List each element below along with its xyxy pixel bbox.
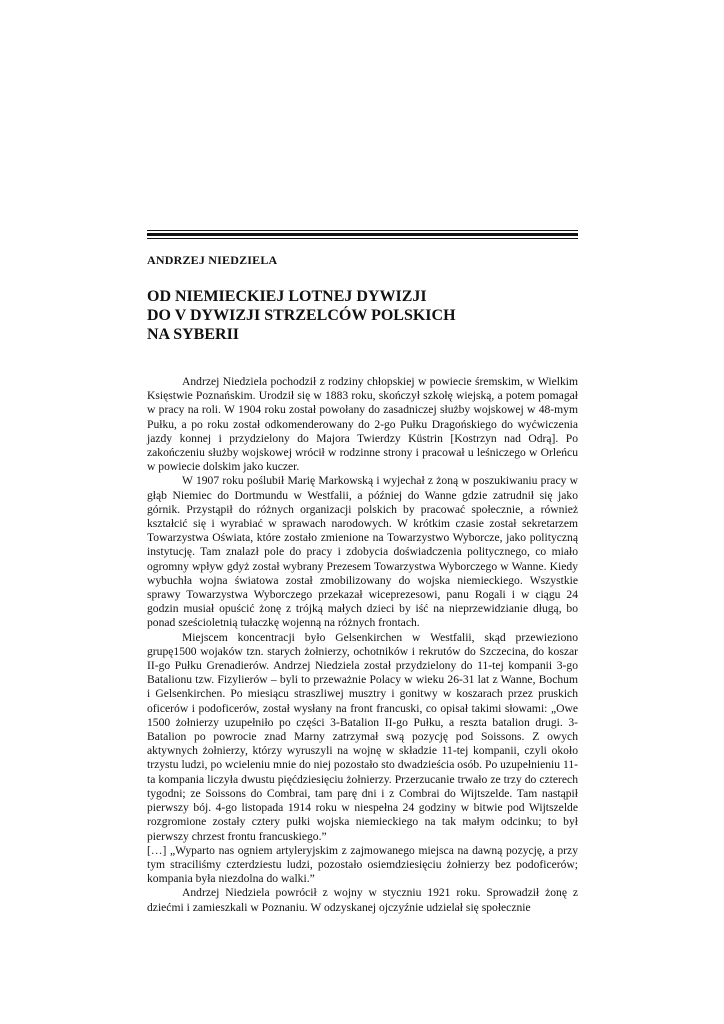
title-line-2: DO V DYWIZJI STRZELCÓW POLSKICH xyxy=(147,307,456,324)
title-line-1: OD NIEMIECKIEJ LOTNEJ DYWIZJI xyxy=(147,288,427,305)
article-body xyxy=(147,375,578,915)
article-title xyxy=(147,287,577,344)
header-rule-thin-bottom xyxy=(147,238,578,239)
header-rule-thick xyxy=(147,233,578,236)
author-name: ANDRZEJ NIEDZIELA xyxy=(147,253,278,267)
title-line-3: NA SYBERII xyxy=(147,326,240,343)
header-rule-thin-top xyxy=(147,230,578,231)
paragraph-2: W 1907 roku poślubił Marię Markowską i wyjechał z żoną w poszukiwaniu pracy w głąb Niemiec do Dortmundu w Westfalii, a później do Wanne gdzie zatrudnił się jako górnik. Przystąpił do różnych organizacji polskich by pracować społecznie, a również kształcić się i wyrabiać w sprawach narodowych. W krótkim czasie został sekretarzem Towarzystwa Oświata, które zostało zmienione na Towarzystwo Wyborcze, jako polityczną instytucję. Tam znalazł pole do pracy i zdobycia doświadczenia politycznego, co miało ogromny wpływ gdyż został wybrany Prezesem Towarzystwa Wyborczego w Wanne. Kiedy wybuchła wojna światowa został zmobilizowany do wojska niemieckiego. Wszystkie sprawy Towarzystwa Wyborczego przekazał wiceprezesowi, panu Rogali i w ciągu 24 godzin musiał opuścić żonę z trójką małych dzieci by iść na nieprzewidzianie długą, bo ponad sześcioletnią tułaczkę wojenną na różnych frontach. xyxy=(147,474,578,630)
header-rule xyxy=(147,230,578,239)
paragraph-5: Andrzej Niedziela powrócił z wojny w styczniu 1921 roku. Sprowadził żonę z dziećmi i zamieszkali w Poznaniu. W odzyskanej ojczyźnie udzielał się społecznie xyxy=(147,886,578,914)
paragraph-3: Miejscem koncentracji było Gelsenkirchen w Westfalii, skąd przewieziono grupę1500 wojaków tzn. starych żołnierzy, ochotników i rekrutów do Szczecina, do koszar II-go Pułku Grenadierów. Andrzej Niedziela został przydzielony do 11-tej kompanii 3-go Batalionu tzw. Fizylierów – byli to przeważnie Polacy w wieku 26-31 lat z Wanne, Bochum i Gelsenkirchen. Po miesiącu straszliwej musztry i gonitwy w koszarach przez pruskich oficerów i podoficerów, został wysłany na front francuski, co opisał takimi słowami: „Owe 1500 żołnierzy uzupełniło po części 3-Batalion II-go Pułku, a reszta batalion drugi. 3-Batalion po powrocie znad Marny zatrzymał swą pozycję pod Soissons. Z owych aktywnych żołnierzy, którzy wyruszyli na wojnę w składzie 11-tej kompanii, czyli około trzystu ludzi, po wcieleniu mnie do niej pozostało sto dwadzieścia osób. Po uzupełnieniu 11-ta kompania liczyła dwustu pięćdziesięciu żołnierzy. Przerzucanie trwało ze trzy do czterech tygodni; ze Soissons do Combrai, tam parę dni i z Combrai do Wijtszelde. Tam nastąpił pierwszy bój. 4-go listopada 1914 roku w niespełna 24 godziny w bitwie pod Wijtszelde rozgromione zostały cztery pułki wojska niemieckiego na tak małym odcinku; to był pierwszy chrzest frontu francuskiego.” xyxy=(147,630,578,843)
paragraph-1: Andrzej Niedziela pochodził z rodziny chłopskiej w powiecie śremskim, w Wielkim Księstwie Poznańskim. Urodził się w 1883 roku, skończył szkołę wiejską, a potem pomagał w pracy na roli. W 1904 roku został powołany do zasadniczej służby wojskowej w 48-mym Pułku, a po roku został odkomenderowany do 2-go Pułku Dragońskiego do wyćwiczenia jazdy konnej i przydzielony do Majora Twierdzy Küstrin [Kostrzyn nad Odrą]. Po zakończeniu służby wojskowej wrócił w rodzinne strony i pracował u leśniczego w Orleńcu w powiecie dolskim jako kuczer. xyxy=(147,375,578,474)
paragraph-quote: […] „Wyparto nas ogniem artyleryjskim z zajmowanego miejsca na dawną pozycję, a przy tym straciliśmy czterdziestu ludzi, pozostało osiemdziesięciu żołnierzy bez podoficerów; kompania była niezdolna do walki.” xyxy=(147,843,578,886)
